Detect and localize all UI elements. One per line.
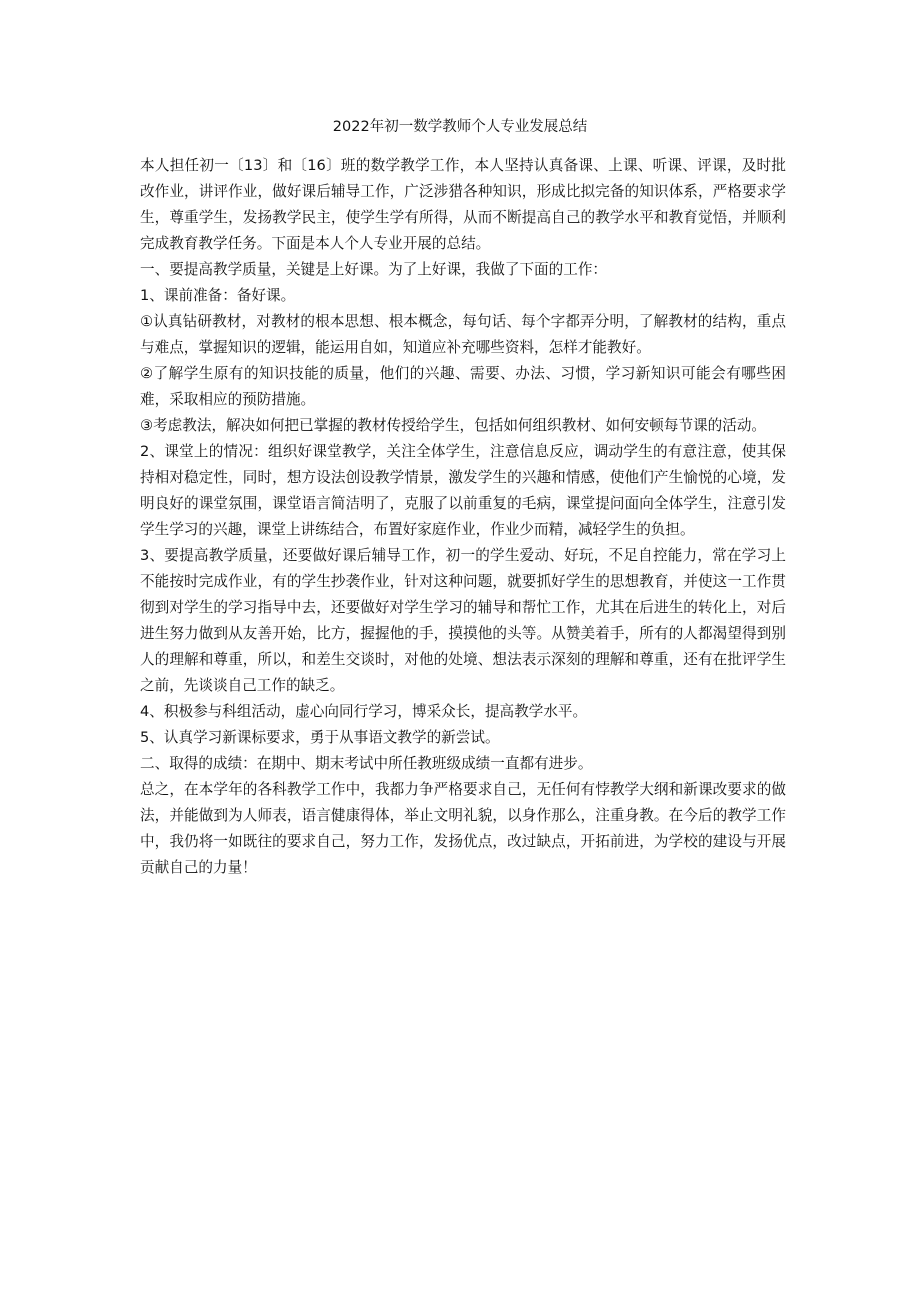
document-title: 2022年初一数学教师个人专业发展总结 bbox=[332, 119, 588, 135]
paragraph-item-1: 1、课前准备：备好课。 bbox=[140, 287, 296, 304]
paragraph-item-2: 2、课堂上的情况：组织好课堂教学，关注全体学生，注意信息反应，调动学生的有意注意，使其保持相对稳定性，同时，想方设法创设教学情景，激发学生的兴趣和情感，使他们产生愉悦的心境，发明良好的课堂氛围，课堂语言简洁明了，克服了以前重复的毛病，课堂提问面向全体学生，注意引发学生学习的兴趣，课堂上讲练结合，布置好家庭作业，作业少而精，减轻学生的负担。 bbox=[140, 443, 786, 538]
document-body bbox=[140, 153, 786, 881]
paragraph-item-5: 5、认真学习新课标要求，勇于从事语文教学的新尝试。 bbox=[140, 729, 500, 746]
paragraph-conclusion: 总之，在本学年的各科教学工作中，我都力争严格要求自己，无任何有悖教学大纲和新课改要求的做法，并能做到为人师表，语言健康得体，举止文明礼貌，以身作那么，注重身教。在今后的教学工作中，我仍将一如既往的要求自己，努力工作，发扬优点，改过缺点，开拓前进，为学校的建设与开展贡献自己的力量！ bbox=[140, 781, 786, 876]
paragraph-intro: 本人担任初一〔13〕和〔16〕班的数学教学工作，本人坚持认真备课、上课、听课、评课，及时批改作业，讲评作业，做好课后辅导工作，广泛涉猎各种知识，形成比拟完备的知识体系，严格要求学生，尊重学生，发扬教学民主，使学生学有所得，从而不断提高自己的教学水平和教育觉悟，并顺利完成教育教学任务。下面是本人个人专业开展的总结。 bbox=[140, 157, 786, 252]
paragraph-section-1-heading: 一、要提高教学质量，关键是上好课。为了上好课，我做了下面的工作： bbox=[140, 261, 608, 278]
paragraph-subitem-3: ③考虑教法，解决如何把已掌握的教材传授给学生，包括如何组织教材、如何安顿每节课的活动。 bbox=[140, 417, 767, 434]
paragraph-item-4: 4、积极参与科组活动，虚心向同行学习，博采众长，提高教学水平。 bbox=[140, 703, 588, 720]
paragraph-item-3: 3、要提高教学质量，还要做好课后辅导工作，初一的学生爱动、好玩，不足自控能力，常在学习上不能按时完成作业，有的学生抄袭作业，针对这种问题，就要抓好学生的思想教育，并使这一工作贯彻到对学生的学习指导中去，还要做好对学生学习的辅导和帮忙工作，尤其在后进生的转化上，对后进生努力做到从友善开始，比方，握握他的手，摸摸他的头等。从赞美着手，所有的人都渴望得到别人的理解和尊重，所以，和差生交谈时，对他的处境、想法表示深刻的理解和尊重，还有在批评学生之前，先谈谈自己工作的缺乏。 bbox=[140, 547, 786, 694]
paragraph-subitem-2: ②了解学生原有的知识技能的质量，他们的兴趣、需要、办法、习惯，学习新知识可能会有哪些困难，采取相应的预防措施。 bbox=[140, 365, 786, 408]
paragraph-section-2: 二、取得的成绩：在期中、期末考试中所任教班级成绩一直都有进步。 bbox=[140, 755, 593, 772]
paragraph-subitem-1: ①认真钻研教材，对教材的根本思想、根本概念，每句话、每个字都弄分明，了解教材的结构，重点与难点，掌握知识的逻辑，能运用自如，知道应补充哪些资料，怎样才能教好。 bbox=[140, 313, 786, 356]
